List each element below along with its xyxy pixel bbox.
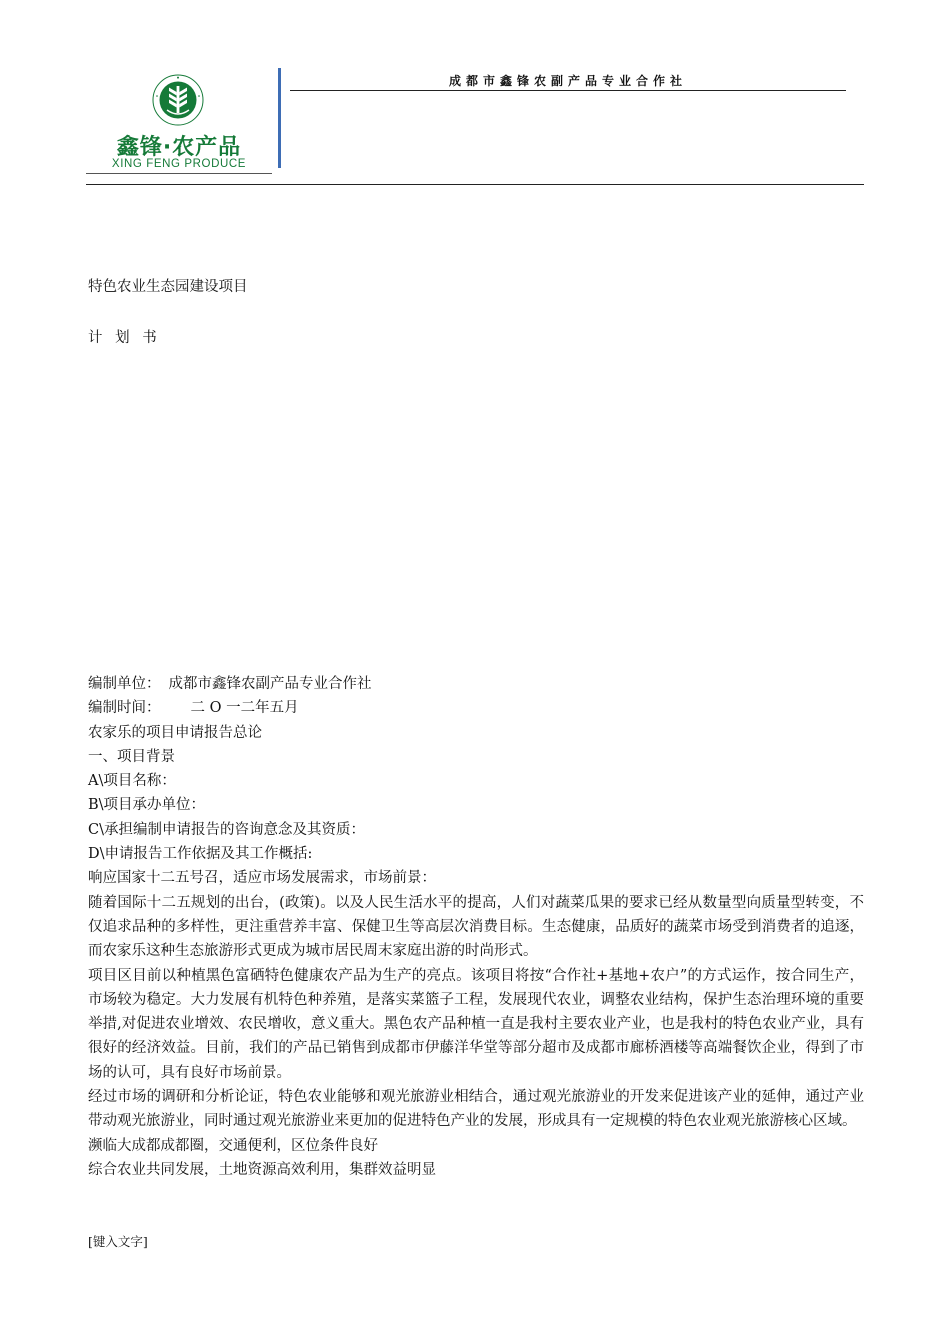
compile-unit-label: 编制单位： (88, 676, 161, 692)
document-subtitle: 计 划 书 (88, 330, 161, 346)
item-project-name: A\项目名称： (88, 773, 176, 790)
company-logo (86, 74, 272, 174)
compile-unit-value: 成都市鑫锋农副产品专业合作社 (168, 676, 372, 692)
compile-unit-line (88, 672, 864, 696)
paragraph: 经过市场的调研和分析论证，特色农业能够和观光旅游业相结合，通过观光旅游业的开发来促进该产业的延伸，通过产业带动观光旅游业，同时通过观光旅游业来更加的促进特色产业的发展，形成具有一定规模的特色农业观光旅游核心区域。 (88, 1089, 864, 1130)
logo-name-cn: 鑫锋·农产品 (116, 135, 242, 160)
item-work-basis: D\申请报告工作依据及其工作概括: (88, 846, 313, 863)
paragraph: 随着国际十二五规划的出台，(政策)。以及人民生活水平的提高，人们对蔬菜瓜果的要求已经从数量型向质量型转变，不仅追求品种的多样性，更注重营养丰富、保健卫生等高层次消费目标。生态健康，品质好的蔬菜市场受到消费者的追逐，而农家乐这种生态旅游形式更成为城市居民周末家庭出游的时尚形式。 (88, 894, 864, 960)
document-body (88, 672, 864, 1182)
footer-placeholder: [键入文字] (88, 1234, 148, 1249)
report-title: 农家乐的项目申请报告总论 (88, 724, 262, 741)
logo-emblem-icon (152, 74, 204, 126)
compile-date-label: 编制时间： (88, 700, 161, 717)
section-heading: 一、项目背景 (88, 748, 175, 765)
item-consultancy: C\承担编制申请报告的咨询意念及其资质： (88, 821, 365, 838)
header-divider (278, 68, 281, 168)
header-title: 成都市鑫锋农副产品专业合作社 (448, 74, 687, 88)
header-title-rule (290, 90, 846, 91)
compile-date-value: 二 O 一二年五月 (190, 700, 299, 717)
page-header (86, 62, 864, 186)
paragraph: 综合农业共同发展，土地资源高效利用，集群效益明显 (88, 1161, 436, 1178)
paragraph: 项目区目前以种植黑色富硒特色健康农产品为生产的亮点。该项目将按“合作社+基地+农户”的方式运作，按合同生产，市场较为稳定。大力发展有机特色种养殖，是落实菜篮子工程，发展现代农业，调整农业结构，保护生态治理环境的重要举措,对促进农业增效、农民增收，意义重大。黑色农产品种植一直是我村主要农业产业，也是我村的特色农业产业，具有很好的经济效益。目前，我们的产品已销售到成都市伊藤洋华堂等部分超市及成都市廊桥酒楼等高端餐饮企业，得到了市场的认可，具有良好市场前景。 (88, 967, 864, 1081)
document-title: 特色农业生态园建设项目 (88, 279, 248, 295)
logo-underline (86, 173, 272, 174)
compile-date-line (88, 696, 864, 720)
logo-name-en: XING FENG PRODUCE (111, 158, 247, 170)
item-project-undertaker: B\项目承办单位： (88, 797, 206, 814)
paragraph: 响应国家十二五号召，适应市场发展需求，市场前景： (88, 870, 436, 887)
header-bottom-rule (86, 184, 864, 185)
paragraph: 濒临大成都成都圈，交通便利，区位条件良好 (88, 1137, 378, 1154)
